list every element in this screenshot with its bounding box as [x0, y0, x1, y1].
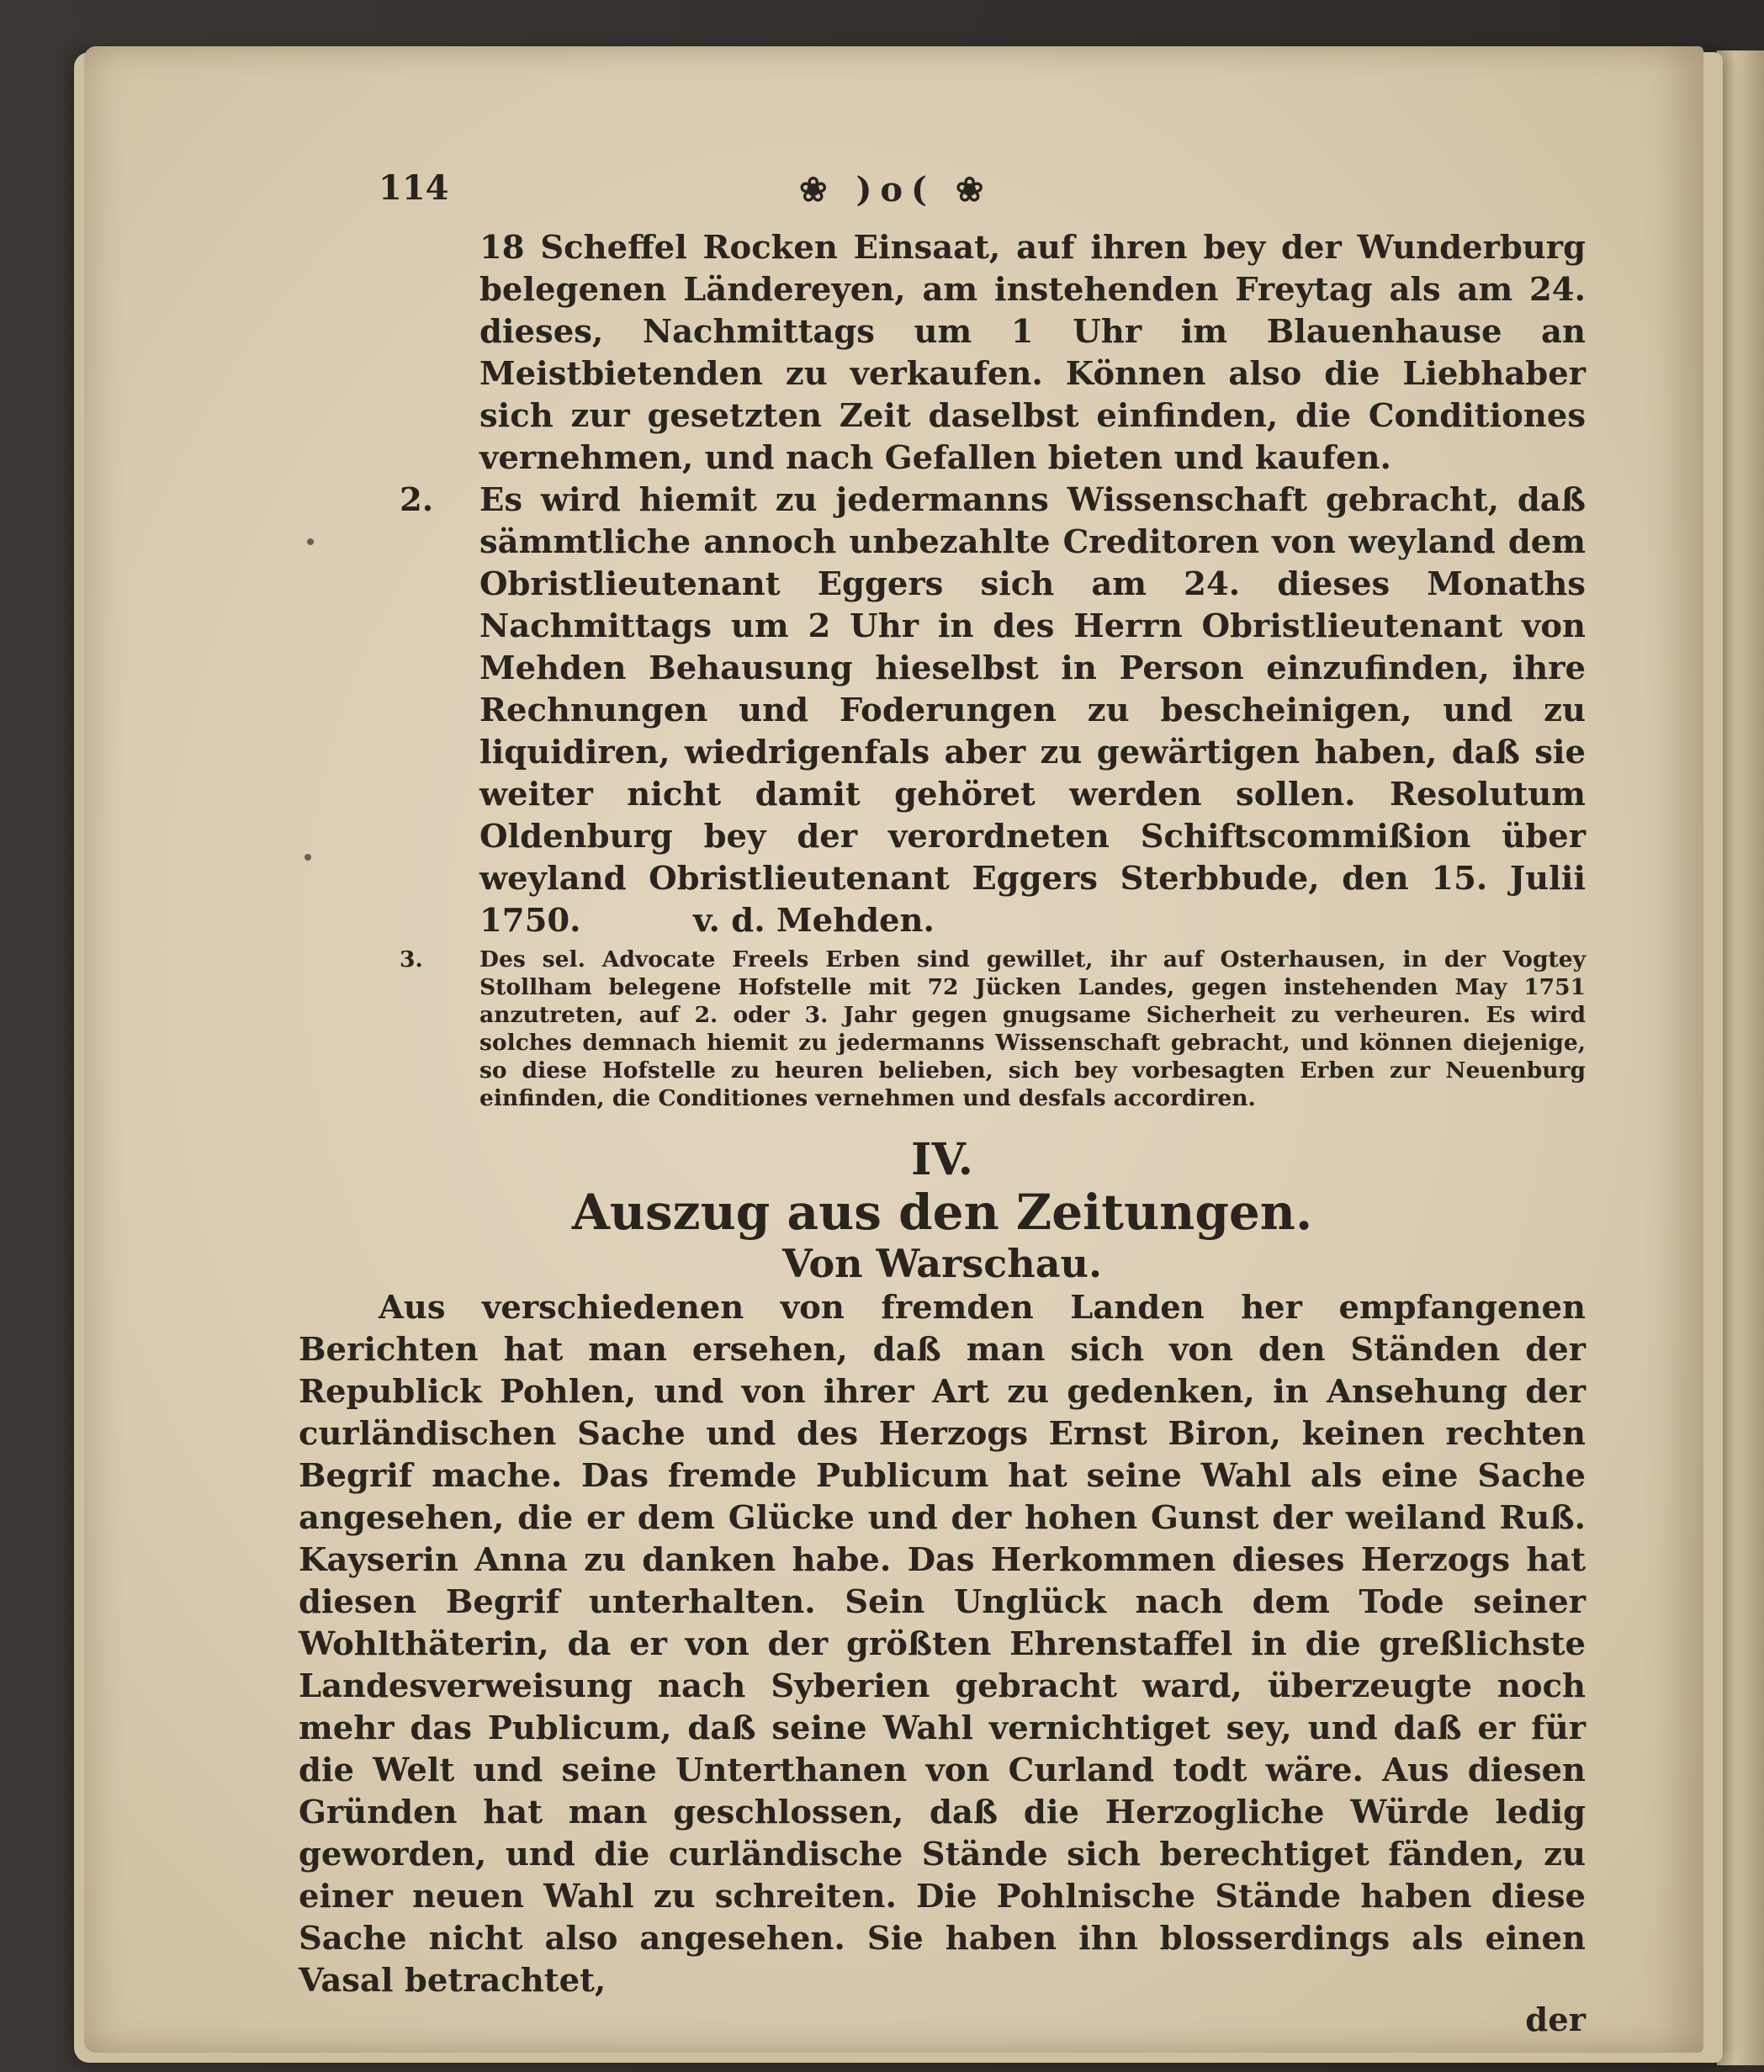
news-body: Aus verschiedenen von fremden Landen her empfangenen Berichten hat man ersehen, daß man sich von den Ständen der Republick Pohlen, und von ihrer Art zu gedenken, in Ansehung der curländischen Sache und des Herzogs Ernst Biron, keinen rechten Begrif mache. Das fremde Publicum hat seine Wahl als eine Sache angesehen, die er dem Glücke und der hohen Gunst der weiland Ruß. Kayserin Anna zu danken habe. Das Herkommen dieses Herzogs hat diesen Begrif unterhalten. Sein Unglück nach dem Tode seiner Wohlthäterin, da er von der größten Ehrenstaffel in die greßlichste Landesverweisung nach Syberien gebracht ward, überzeugte noch mehr das Publicum, daß seine Wahl vernichtiget sey, und daß er für die Welt und seine Unterthanen von Curland todt wäre. Aus diesen Gründen hat man geschlossen, daß die Herzogliche Würde ledig geworden, und die curländische Stände sich berechtiget fänden, zu einer neuen Wahl zu schreiten. Die Pohlnische Stände haben diese Sache nicht also angesehen. Sie haben ihn blosserdings als einen Vasal betrachtet,	[299, 1289, 1586, 2000]
notice-1-text: 18 Scheffel Rocken Einsaat, auf ihren bey der Wunderburg belegenen Ländereyen, am instehenden Freytag als am 24. dieses, Nachmittags um 1 Uhr im Blauenhause an Meistbietenden zu verkaufen. Können also die Liebhaber sich zur gesetzten Zeit daselbst einfinden, die Conditiones vernehmen, und nach Gefallen bieten und kaufen.	[479, 229, 1586, 477]
adjacent-page-edge	[1717, 50, 1764, 2065]
header-ornament: ❀ )o( ❀	[799, 170, 993, 209]
page-number: 114	[379, 168, 449, 208]
notice-2-text: Es wird hiemit zu jedermanns Wissenschaft gebracht, daß sämmtliche annoch unbezahlte Creditoren von weyland dem Obristlieutenant Eggers sich am 24. dieses Monaths Nachmittags um 2 Uhr in des Herrn Obristlieutenant von Mehden Behausung hieselbst in Person einzufinden, ihre Rechnungen und Foderungen zu bescheinigen, und zu liquidiren, wiedrigenfals aber zu gewärtigen haben, daß sie weiter nicht damit gehöret werden sollen. Resolutum Oldenburg bey der verordneten Schiftscommißion über weyland Obristlieutenant Eggers Sterbbude, den 15. Julii 1750.	[479, 481, 1586, 940]
notice-entry-3	[400, 946, 1586, 1112]
section-title: Auszug aus den Zeitungen.	[571, 1184, 1313, 1241]
notice-entry-2	[400, 480, 1586, 942]
notice-entry-1	[479, 227, 1586, 480]
section-subtitle: Von Warschau.	[782, 1241, 1102, 1286]
catchword: der	[1525, 2001, 1586, 2039]
notice-3-number: 3.	[400, 946, 423, 972]
notice-2-signature: v. d. Mehden.	[692, 902, 935, 940]
page-header	[379, 168, 1586, 227]
notice-3-text: Des sel. Advocate Freels Erben sind gewillet, ihr auf Osterhausen, in der Vogtey Stollham belegene Hofstelle mit 72 Jücken Landes, gegen instehenden May 1751 anzutreten, auf 2. oder 3. Jahr gegen gnugsame Sicherheit zu verheuren. Es wird solches demnach hiemit zu jedermanns Wissenschaft gebracht, und können diejenige, so diese Hofstelle zu heuren belieben, sich bey vorbesagten Erben zur Neuenburg einfinden, die Conditiones vernehmen und desfals accordiren.	[479, 946, 1586, 1111]
section-numeral: IV.	[911, 1134, 973, 1185]
text-area	[299, 168, 1586, 2039]
notice-2-number: 2.	[400, 481, 434, 519]
